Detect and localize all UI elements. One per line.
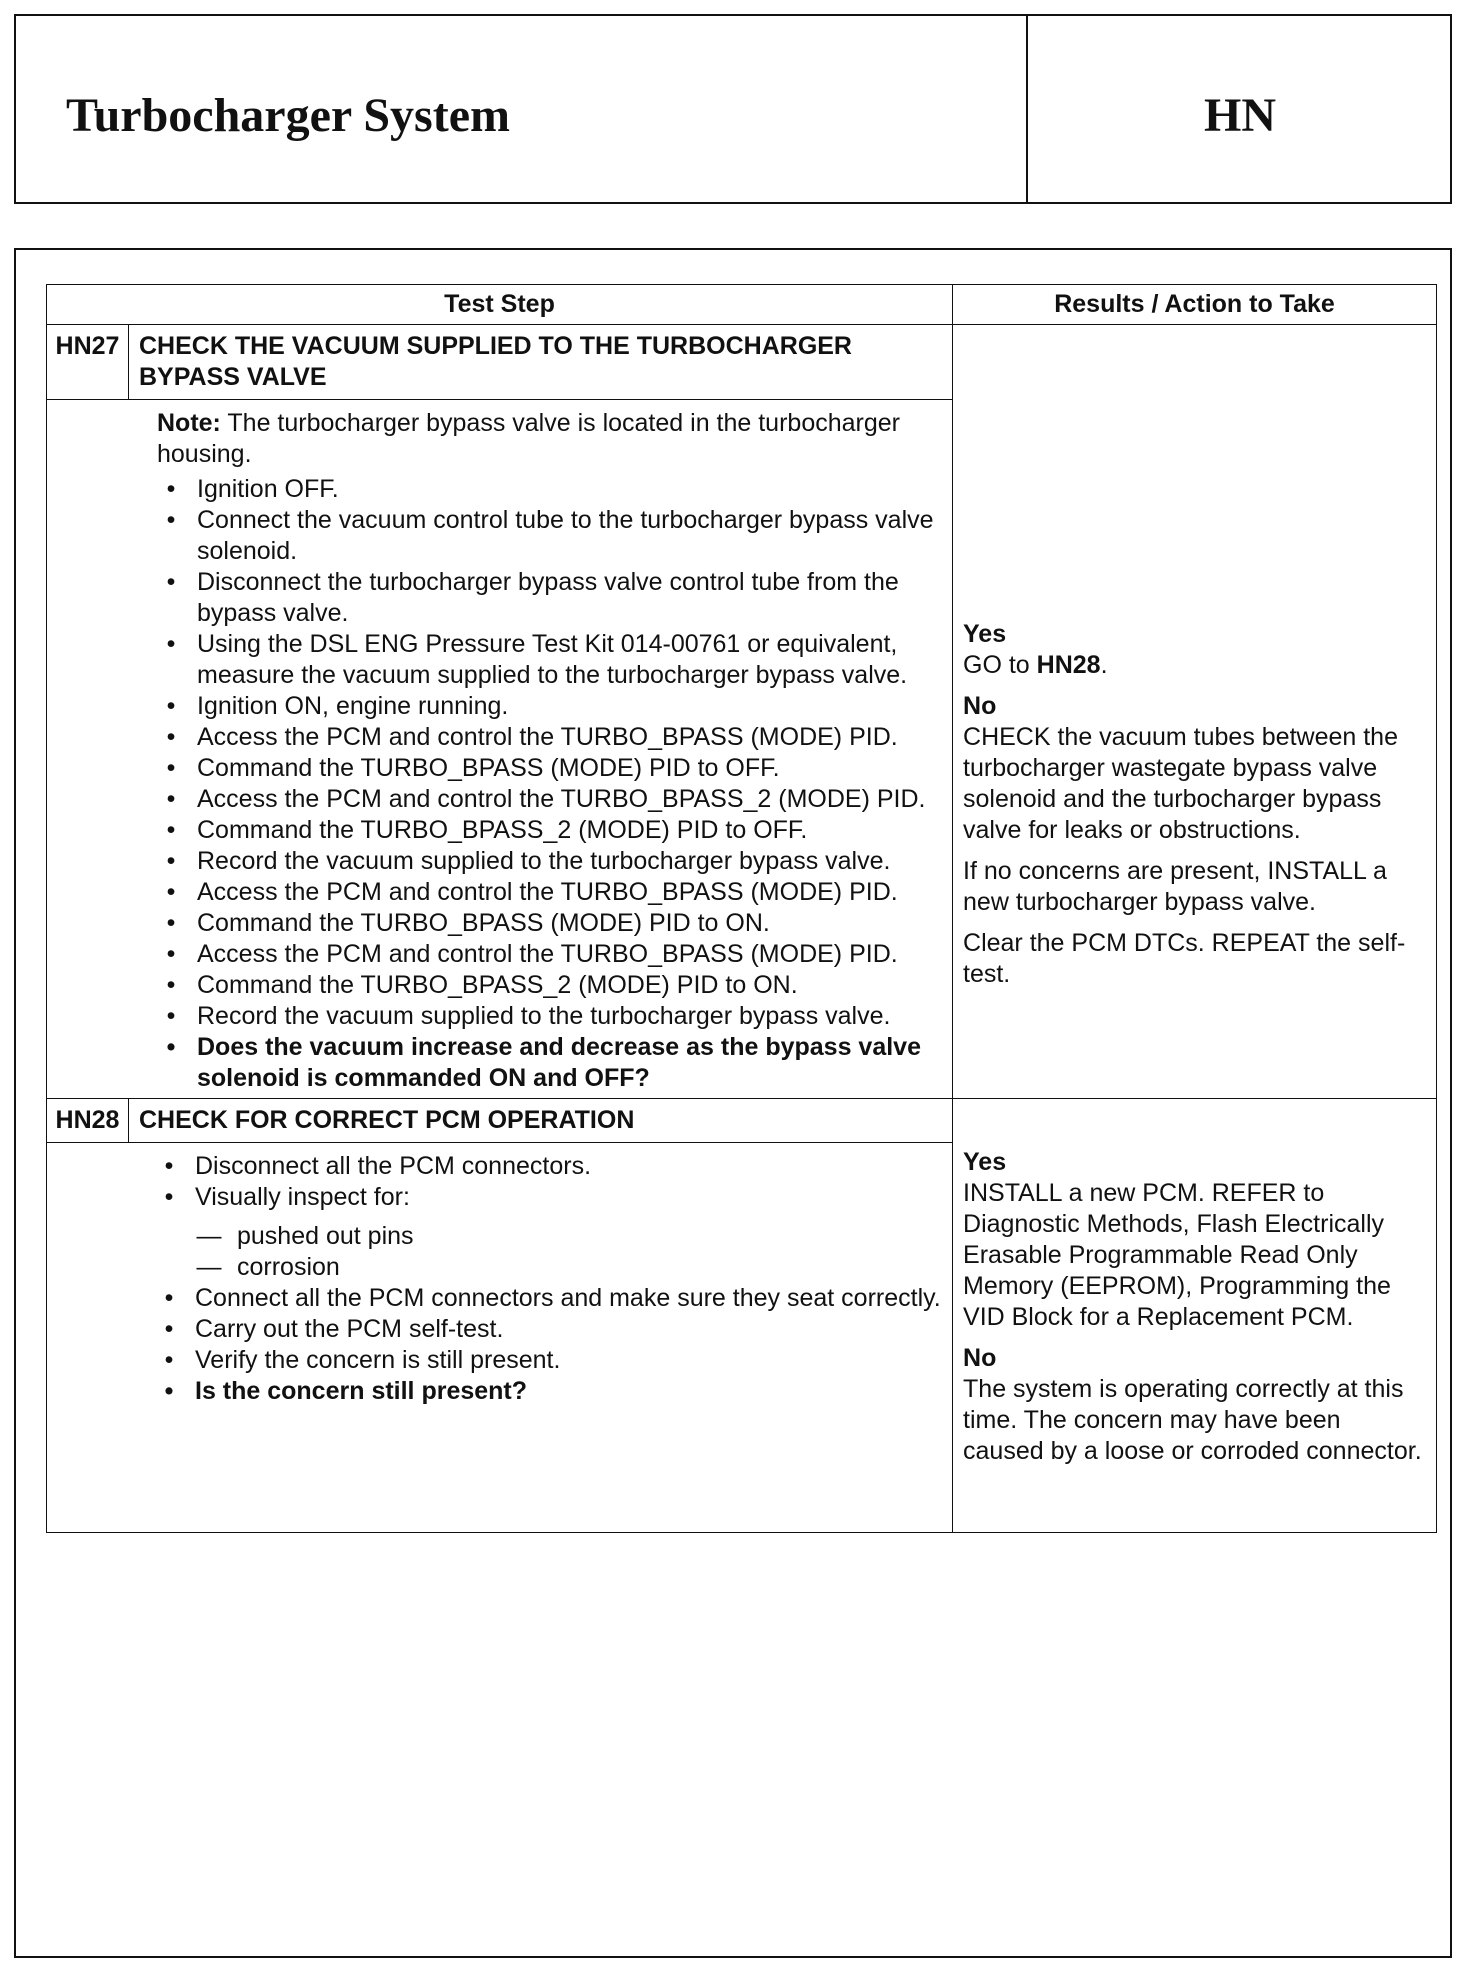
list-item: • Ignition OFF. <box>157 474 944 505</box>
list-item: • Record the vacuum supplied to the turbocharger bypass valve. <box>157 846 944 877</box>
list-item: • Ignition ON, engine running. <box>157 691 944 722</box>
step-hn27-body <box>47 400 953 1099</box>
list-item: • Disconnect all the PCM connectors. <box>155 1151 944 1182</box>
list-item: • Connect all the PCM connectors and make sure they seat correctly. <box>155 1283 944 1314</box>
step-bullet-list <box>157 474 944 1094</box>
step-hn28-results <box>953 1099 1437 1533</box>
no-action-1: CHECK the vacuum tubes between the turbocharger wastegate bypass valve solenoid and the turbocharger bypass valve for leaks or obstructions. <box>963 723 1398 844</box>
list-item <box>155 1182 944 1283</box>
sub-list-item: — pushed out pins <box>195 1221 944 1252</box>
list-item: • Access the PCM and control the TURBO_BPASS_2 (MODE) PID. <box>157 784 944 815</box>
list-item: • Command the TURBO_BPASS_2 (MODE) PID to ON. <box>157 970 944 1001</box>
test-step-header: Test Step <box>47 285 953 325</box>
list-item: • Command the TURBO_BPASS_2 (MODE) PID to OFF. <box>157 815 944 846</box>
step-question: • Is the concern still present? <box>155 1376 944 1407</box>
list-item: • Disconnect the turbocharger bypass valve control tube from the bypass valve. <box>157 567 944 629</box>
list-item: • Record the vacuum supplied to the turbocharger bypass valve. <box>157 1001 944 1032</box>
sub-list-item: — corrosion <box>195 1252 944 1283</box>
note-text: The turbocharger bypass valve is located in the turbocharger housing. <box>157 409 900 468</box>
step-hn28-body <box>47 1143 953 1533</box>
sub-list <box>155 1221 944 1283</box>
step-hn27-results <box>953 325 1437 1099</box>
diagnostic-table <box>46 284 1437 1533</box>
yes-label: Yes <box>963 620 1007 648</box>
step-code: HN27 <box>47 325 129 400</box>
no-label: No <box>963 1344 997 1372</box>
page-title: Turbocharger System <box>66 89 510 142</box>
note-label: Note: <box>157 409 221 437</box>
section-code: HN <box>1204 89 1276 142</box>
list-item: • Access the PCM and control the TURBO_BPASS (MODE) PID. <box>157 877 944 908</box>
yes-label: Yes <box>963 1148 1007 1176</box>
list-item: • Carry out the PCM self-test. <box>155 1314 944 1345</box>
list-item-text: Visually inspect for: <box>195 1183 410 1211</box>
yes-action: INSTALL a new PCM. REFER to Diagnostic Methods, Flash Electrically Erasable Programmable Read Only Memory (EEPROM), Programming the VID Block for a Replacement PCM. <box>963 1179 1391 1331</box>
no-action: The system is operating correctly at this time. The concern may have been caused by a loose or corroded connector. <box>963 1375 1422 1465</box>
list-item: • Command the TURBO_BPASS (MODE) PID to ON. <box>157 908 944 939</box>
no-action-3: Clear the PCM DTCs. REPEAT the self-test. <box>963 929 1406 988</box>
list-item: • Connect the vacuum control tube to the turbocharger bypass valve solenoid. <box>157 505 944 567</box>
step-question: • Does the vacuum increase and decrease as the bypass valve solenoid is commanded ON and OFF? <box>157 1032 944 1094</box>
list-item: • Access the PCM and control the TURBO_BPASS (MODE) PID. <box>157 722 944 753</box>
content-frame <box>14 248 1452 1958</box>
step-note <box>157 408 944 470</box>
yes-action: GO to HN28. <box>963 651 1108 679</box>
step-hn28-title-row <box>47 1099 1437 1143</box>
list-item: • Command the TURBO_BPASS (MODE) PID to OFF. <box>157 753 944 784</box>
goto-link: HN28 <box>1036 651 1101 679</box>
results-header: Results / Action to Take <box>953 285 1437 325</box>
step-title: CHECK FOR CORRECT PCM OPERATION <box>129 1099 953 1143</box>
list-item: • Verify the concern is still present. <box>155 1345 944 1376</box>
step-hn27-title-row <box>47 325 1437 400</box>
no-action-2: If no concerns are present, INSTALL a new turbocharger bypass valve. <box>963 857 1387 916</box>
list-item: • Access the PCM and control the TURBO_BPASS (MODE) PID. <box>157 939 944 970</box>
step-title: CHECK THE VACUUM SUPPLIED TO THE TURBOCHARGER BYPASS VALVE <box>129 325 953 400</box>
no-label: No <box>963 692 997 720</box>
yes-action-text: GO to <box>963 651 1030 679</box>
table-header-row <box>47 285 1437 325</box>
step-code: HN28 <box>47 1099 129 1143</box>
step-bullet-list <box>155 1151 944 1407</box>
list-item: • Using the DSL ENG Pressure Test Kit 014-00761 or equivalent, measure the vacuum supplied to the turbocharger bypass valve. <box>157 629 944 691</box>
page-header <box>14 14 1452 204</box>
